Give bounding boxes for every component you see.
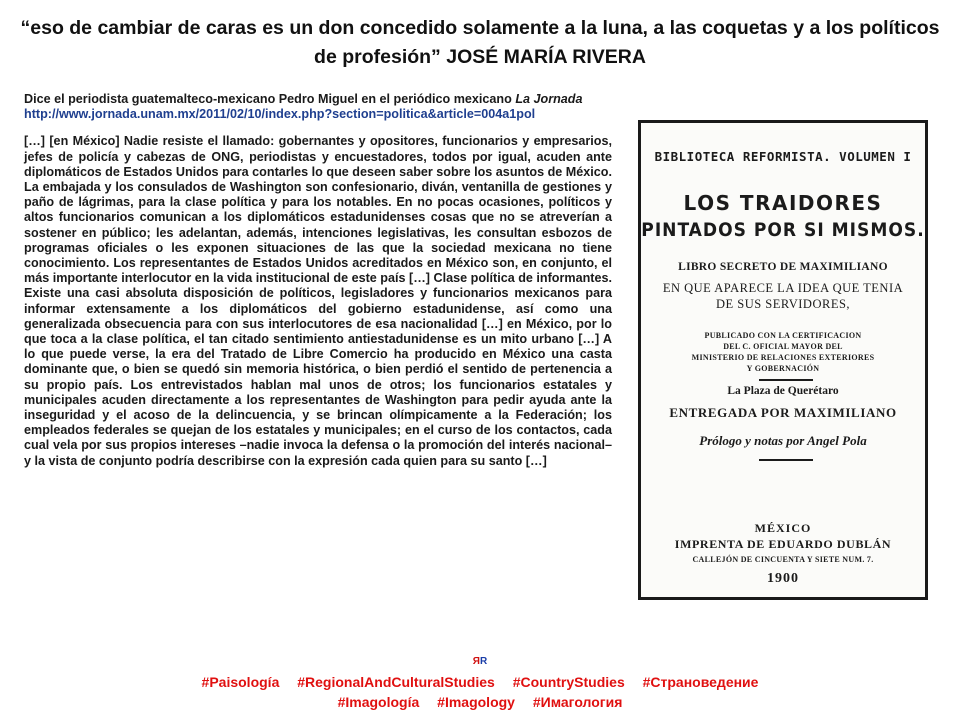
cover-subtitle-1: LIBRO SECRETO DE MAXIMILIANO [678, 261, 888, 273]
cover-subtitle-3: DE SUS SERVIDORES, [715, 297, 851, 311]
logo-ya: Я [472, 656, 480, 667]
book-cover [638, 120, 928, 600]
cover-small-3: MINISTERIO DE RELACIONES EXTERIORES [691, 353, 875, 362]
newspaper-name: La Jornada [515, 92, 583, 106]
logo-yar [0, 656, 960, 667]
hashtag[interactable]: #Имагология [532, 694, 623, 710]
hashtags [0, 672, 960, 712]
cover-series: BIBLIOTECA REFORMISTA. VOLUMEN I [654, 149, 912, 164]
cover-city: MÉXICO [754, 521, 812, 535]
hashtag[interactable]: #RegionalAndCulturalStudies [297, 674, 495, 690]
page-title-quote: “eso de cambiar de caras es un don concedido solamente a la luna, a las coquetas y a los políticos de profesión” JOSÉ MARÍA RIVERA [20, 17, 940, 68]
cover-small-2: DEL C. OFICIAL MAYOR DEL [723, 342, 843, 351]
hashtag[interactable]: #Paisología [201, 674, 280, 690]
cover-entregada: ENTREGADA POR MAXIMILIANO [669, 405, 897, 420]
hashtags-line-1 [0, 672, 960, 692]
cover-address: CALLEJÓN DE CINCUENTA Y SIETE NUM. 7. [692, 555, 874, 564]
article-excerpt [24, 92, 612, 469]
hashtags-line-2 [0, 692, 960, 712]
intro-text: Dice el periodista guatemalteco-mexicano Pedro Miguel en el periódico mexicano [24, 92, 516, 106]
cover-rule [759, 379, 813, 381]
cover-press: IMPRENTA DE EDUARDO DUBLÁN [674, 537, 892, 551]
hashtag[interactable]: #CountryStudies [512, 674, 625, 690]
cover-title-line1: LOS TRAIDORES [683, 191, 883, 215]
cover-plaza: La Plaza de Querétaro [727, 385, 839, 397]
article-body: […] [en México] Nadie resiste el llamado: gobernantes y opositores, funcionarios y empresarios, jefes de policía y cabezas de ONG, periodistas y encuestadores, todos por igual, acuden ante diplomáticos de Estados Unidos para contarles lo que deseen saber sobre los asuntos de México. La embajada y los consulados de Washington son confesionario, diván, ventanilla de gestiones y paño de lágrimas, para la clase política y para los notables. En no pocas ocasiones, políticos y altos funcionarios comunican a los diplomáticos estadunidenses cosas que no se atreverían a sostener en público; les adelantan, además, intenciones legislativas, les consultan esbozos de programas oficiales o les exponen situaciones de las que la sociedad mexicana no tiene conocimiento. Los representantes de Estados Unidos acreditados en México son, en conjunto, el más importante interlocutor en la vida institucional de este país […] Clase política de informantes. Existe una casi absoluta disposición de políticos, legisladores y funcionarios mexicanos para informar extensamente a los diplomáticos del gobierno estadunidense, así como una generalizada obsecuencia para con sus interlocutores de esa nacionalidad […] en México, por lo que toca a la clase política, el tan citado sentimiento antiestadunidense es un mito urbano […] A lo que puede verse, la era del Tratado de Libre Comercio ha producido en México una casta dominante que, o bien se quedó sin memoria histórica, o bien perdió el sentido de pertenencia a su propio país. Los entrevistados hablan mal unos de otros; los funcionarios estatales y municipales acuden directamente a los representantes de Washington para pedir ayuda ante la inseguridad y el acoso de la delincuencia, y se brincan olímpicamente a la Federación; los empleados federales se quejan de los estatales y municipales; en el curso de los contactos, cada cual vela por sus propios intereses –nadie invoca la defensa o la promoción del interés nacional– y la vista de conjunto podría describirse con la expresión cada quien para su santo […] [24, 134, 612, 468]
hashtag[interactable]: #Imagología [337, 694, 420, 710]
article-intro [24, 92, 612, 107]
cover-rule-2 [759, 459, 813, 461]
cover-small-1: PUBLICADO CON LA CERTIFICACION [704, 331, 862, 340]
cover-subtitle-2: EN QUE APARECE LA IDEA QUE TENIA [662, 281, 904, 295]
cover-prologo: Prólogo y notas por Angel Pola [699, 433, 867, 448]
hashtag[interactable]: #Страноведение [642, 674, 759, 690]
logo-r: R [479, 656, 488, 667]
cover-year: 1900 [767, 571, 799, 586]
source-link[interactable]: http://www.jornada.unam.mx/2011/02/10/index.php?section=politica&article=004a1pol [24, 107, 536, 122]
cover-title-line2: PINTADOS POR SI MISMOS. [641, 219, 925, 241]
hashtag[interactable]: #Imagology [437, 694, 515, 710]
cover-small-4: Y GOBERNACIÓN [746, 364, 820, 373]
